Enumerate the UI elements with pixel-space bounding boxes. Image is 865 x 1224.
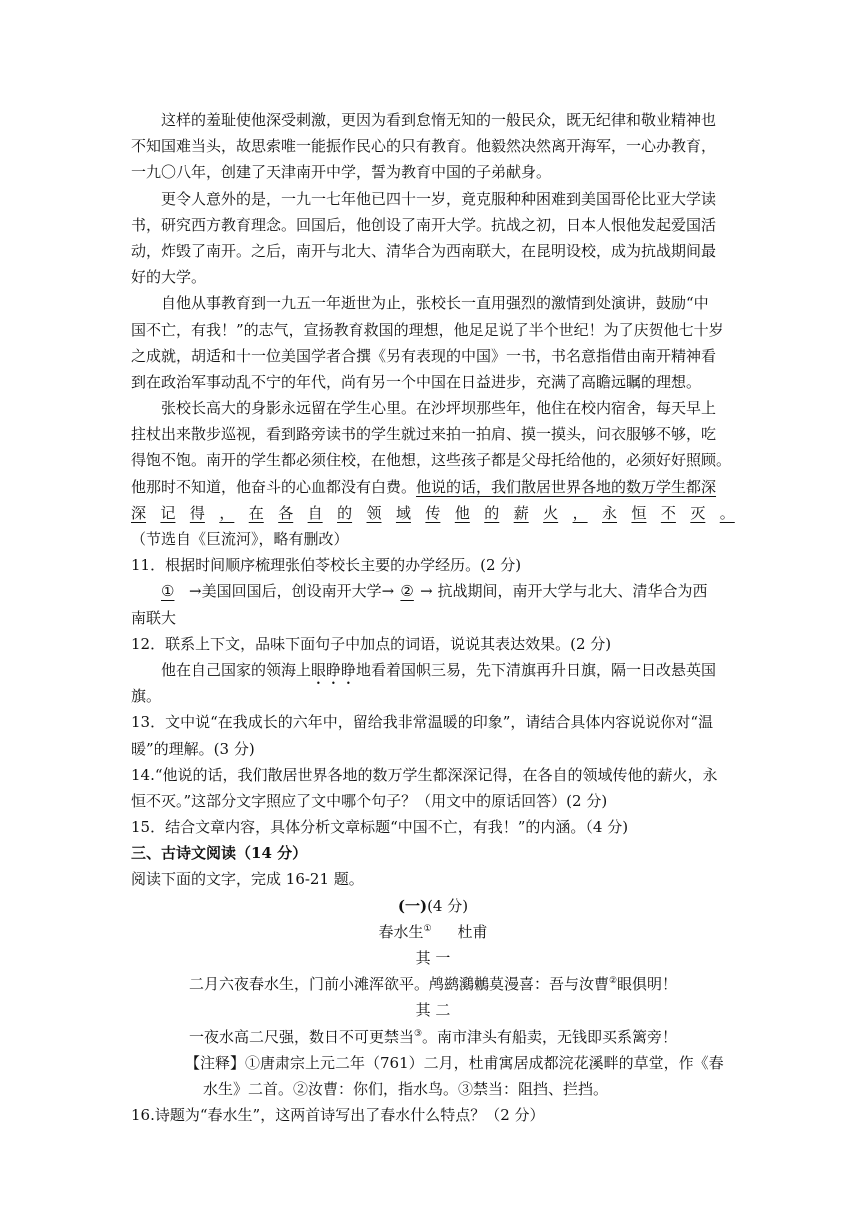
poem-text: 一夜水高二尺强，数日不可更禁当③。南市津头有船卖，无钱即买系篱旁！ bbox=[188, 1027, 678, 1046]
question-15: 15．结合文章内容，具体分析文章标题“中国不亡，有我！”的内涵。（4 分) bbox=[131, 818, 629, 837]
spread-char: 得 bbox=[189, 503, 205, 522]
poem-title: 春水生 bbox=[378, 922, 424, 941]
poem-part-label: 其 一 bbox=[415, 949, 451, 967]
part-heading bbox=[131, 893, 735, 919]
flow-text: →美国回国后，创设南开大学→ bbox=[189, 582, 395, 601]
question-12: 12．联系上下文，品味下面句子中加点的词语，说说其表达效果。(2 分) bbox=[131, 634, 612, 653]
spread-char: 自 bbox=[307, 503, 323, 522]
passage-line: 到在政治军事动乱不宁的年代，尚有另一个中国在日益进步，充满了高瞻远瞩的理想。 bbox=[131, 372, 702, 391]
spread-char: 不 bbox=[660, 503, 676, 522]
underlined-sentence-spread bbox=[131, 500, 735, 526]
sentence-text: 他在自己国家的领海上 bbox=[161, 660, 312, 679]
spread-char: 深 bbox=[131, 503, 147, 522]
passage-line: 书，研究西方教育理念。回国后，他创设了南开大学。抗战之初，日本人恨他发起爱国活 bbox=[131, 215, 717, 234]
question-11-flow bbox=[131, 578, 735, 604]
poem-title-line bbox=[131, 919, 735, 945]
section-intro: 阅读下面的文字，完成 16-21 题。 bbox=[131, 870, 364, 889]
dotted-word: 眼睁睁 bbox=[311, 660, 357, 679]
passage-line: 张校长高大的身影永远留在学生心里。在沙坪坝那些年，他住在校内宿舍，每天早上 bbox=[161, 399, 717, 418]
spread-char: 薪 bbox=[513, 503, 529, 522]
source-note: （节选自《巨流河》，略有删改） bbox=[131, 530, 349, 548]
question-12-sentence bbox=[131, 657, 735, 683]
question-12-sentence-end: 旗。 bbox=[131, 687, 162, 706]
spread-char: 域 bbox=[395, 503, 411, 522]
sentence-text: 地看着国帜三易，先下清旗再升日旗，隔一日改悬英国 bbox=[356, 660, 717, 679]
footnote-marker: ① bbox=[423, 923, 432, 934]
spread-char: 领 bbox=[366, 503, 382, 522]
poem-text: 二月六夜春水生，门前小滩浑欲平。鸬鹚鸂鶒莫漫喜：吾与汝曹②眼俱明！ bbox=[188, 975, 678, 994]
part-score: (4 分) bbox=[427, 896, 469, 915]
poem-part-label: 其 二 bbox=[415, 1001, 451, 1020]
spread-char: 永 bbox=[602, 503, 618, 522]
passage-line: 这样的羞耻使他深受刺激，更因为看到怠惰无知的一般民众，既无纪律和敬业精神也 bbox=[161, 111, 717, 129]
question-16: 16.诗题为“春水生”，这两首诗写出了春水什么特点？（2 分） bbox=[131, 1106, 545, 1125]
section-heading: 三、古诗文阅读（14 分） bbox=[131, 844, 308, 863]
underlined-sentence: 他说的话，我们散居世界各地的数万学生都深 bbox=[416, 477, 717, 496]
passage-line: 国不亡，有我！”的志气，宣扬教育救国的理想，他足足说了半个世纪！为了庆贺他七十岁 bbox=[131, 320, 724, 339]
footnote-marker: ② bbox=[608, 976, 618, 987]
spread-char: 记 bbox=[160, 503, 176, 522]
poem-author: 杜甫 bbox=[457, 922, 488, 941]
passage-line: 拄杖出来散步巡视，看到路旁读书的学生就过来拍一拍肩、摸一摸头，问衣服够不够，吃 bbox=[131, 425, 717, 444]
passage-line: 动，炸毁了南开。之后，南开与北大、清华合为西南联大，在昆明设校，成为抗战期间最 bbox=[131, 241, 717, 260]
answer-blank-1[interactable]: ① bbox=[161, 582, 175, 601]
spread-char: ， bbox=[572, 503, 588, 522]
passage-line: 不知国难当头，故思索唯一能振作民心的只有教育。他毅然决然离开海军，一心办教育， bbox=[131, 137, 717, 156]
question-14: 14.“他说的话，我们散居世界各地的数万学生都深深记得，在各自的领域传他的薪火，永 bbox=[131, 765, 718, 784]
question-14-cont: 恒不灭。”这部分文字照应了文中哪个句子？（用文中的原话回答）(2 分) bbox=[131, 791, 608, 810]
passage-line: 一九〇八年，创建了天津南开中学，誓为教育中国的子弟献身。 bbox=[131, 163, 552, 182]
exam-page bbox=[131, 107, 735, 1128]
footnote-marker: ③ bbox=[413, 1028, 423, 1039]
poem-annotation: 【注释】①唐肃宗上元二年（761）二月，杜甫寓居成都浣花溪畔的草堂，作《春 bbox=[185, 1053, 724, 1072]
passage-line: 自他从事教育到一九五一年逝世为止，张校长一直用强烈的激情到处演讲，鼓励“中 bbox=[161, 294, 709, 313]
spread-char: 各 bbox=[278, 503, 294, 522]
flow-text: → 抗战期间，南开大学与北大、清华合为西 bbox=[420, 582, 708, 601]
spread-char: 的 bbox=[337, 503, 353, 522]
passage-line: 更令人意外的是，一九一七年他已四十一岁，竟克服种种困难到美国哥伦比亚大学读 bbox=[161, 189, 717, 208]
question-13-cont: 暖”的理解。(3 分) bbox=[131, 739, 255, 758]
question-11: 11．根据时间顺序梳理张伯苓校长主要的办学经历。(2 分) bbox=[131, 556, 522, 575]
spread-char: 传 bbox=[425, 503, 441, 522]
question-11-flow-end: 南联大 bbox=[131, 608, 177, 627]
passage-line bbox=[131, 474, 735, 500]
passage-line: 好的大学。 bbox=[131, 268, 207, 287]
question-13: 13．文中说“在我成长的六年中，留给我非常温暖的印象”，请结合具体内容说说你对“温 bbox=[131, 713, 714, 732]
part-label: (一) bbox=[397, 896, 428, 915]
passage-line: 之成就，胡适和十一位美国学者合撰《另有表现的中国》一书，书名意指借由南开精神看 bbox=[131, 346, 717, 365]
answer-blank-2[interactable]: ② bbox=[400, 582, 414, 601]
spread-char: 。 bbox=[719, 503, 735, 522]
spread-char: 灭 bbox=[690, 503, 706, 522]
passage-text: 他那时不知道，他奋斗的心血都没有白费。 bbox=[131, 477, 417, 496]
spread-char: 火 bbox=[543, 503, 559, 522]
spread-char: 他 bbox=[454, 503, 470, 522]
passage-line: 得饱不饱。南开的学生都必须住校，在他想，这些孩子都是父母托给他的，必须好好照顾。 bbox=[131, 451, 732, 470]
spread-char: ， bbox=[219, 503, 235, 522]
spread-char: 的 bbox=[484, 503, 500, 522]
spread-char: 恒 bbox=[631, 503, 647, 522]
spread-char: 在 bbox=[248, 503, 264, 522]
poem-annotation-cont: 水生》二首。②汝曹：你们，指水鸟。③禁当：阻挡、拦挡。 bbox=[203, 1079, 609, 1098]
